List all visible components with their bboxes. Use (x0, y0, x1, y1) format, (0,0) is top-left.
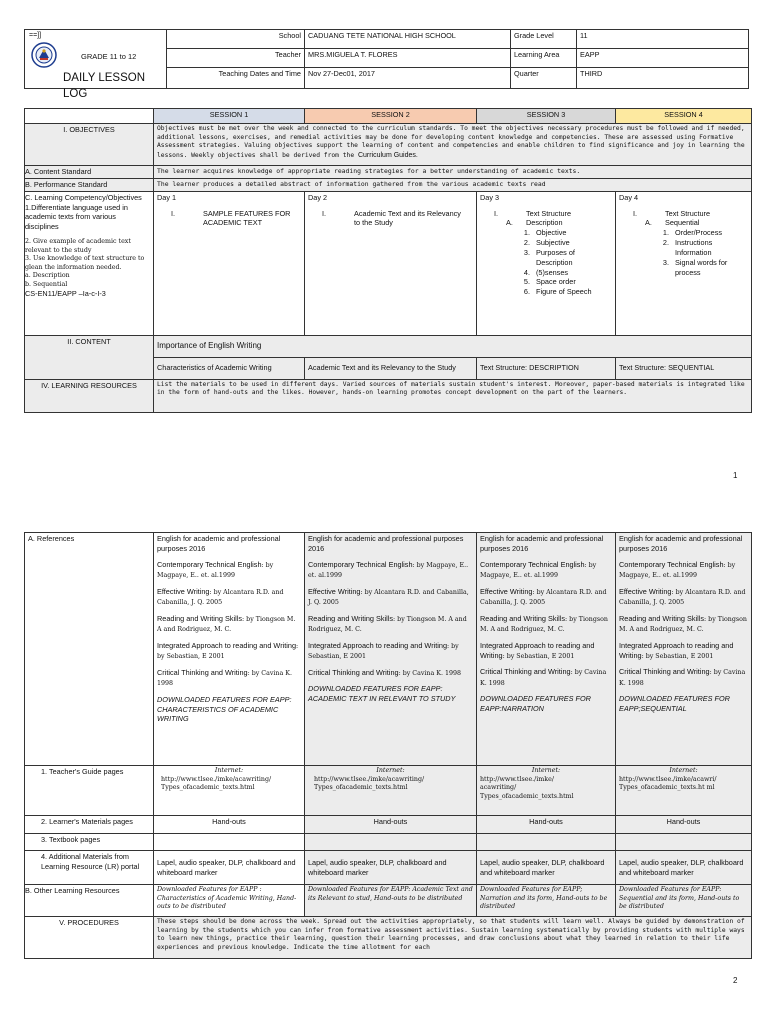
additional-session-1: Lapel, audio speaker, DLP, chalkboard and whiteboard marker (154, 851, 305, 885)
ref-title: Integrated Approach to reading and Writing (480, 640, 595, 660)
ref-author: : by Magpaye, E.. et. al.1999 (308, 561, 469, 580)
day-3-item (516, 268, 612, 278)
header-logo-cell (25, 30, 167, 100)
day-3-item (516, 238, 612, 248)
competency-label: C. Learning Competency/Objectives (25, 192, 142, 202)
school-value: CADUANG TETE NATIONAL HIGH SCHOOL (305, 30, 511, 49)
ref-author: : by Cavina K. 1998 (619, 669, 746, 687)
textbook-session-4 (616, 834, 752, 851)
ref-reading (308, 614, 473, 635)
textbook-session-2 (305, 834, 477, 851)
school-label: School (167, 30, 305, 49)
tg-url: http://www.tlsee./imke/acawriting/ Types_ofacademic_texts.html (314, 775, 425, 791)
ref-critical (480, 667, 612, 688)
ref-author: : by Tiongson M. A and Rodriguez, M. C. (157, 615, 296, 634)
learners-materials-session-4: Hand-outs (616, 816, 752, 834)
item-number: 4. (523, 267, 530, 277)
performance-standard-text: The learner produces a detailed abstract of information gathered from the various academic texts read (154, 178, 752, 191)
day-3-roman: I. (494, 208, 499, 218)
ref-author: : by Tiongson M. A and Rodriguez, M. C. (308, 615, 467, 634)
day-2-roman: I. (322, 208, 327, 218)
ref-downloaded: DOWNLOADED FEATURES FOR EAPP;SEQUENTIAL (619, 694, 730, 713)
internet-label: Internet: (669, 767, 698, 774)
ref-author: : by Cavina K. 1998 (157, 669, 292, 688)
ref-title: Critical Thinking and Writing (480, 667, 571, 677)
item-number: 1. (662, 228, 669, 238)
content-standard-text: The learner acquires knowledge of appropriate reading strategies for a better understanding of academic texts. (154, 166, 752, 179)
ref-integrated (619, 641, 748, 661)
ref-downloaded: DOWNLOADED FEATURES FOR EAPP: CHARACTERISTICS OF ACADEMIC WRITING (157, 694, 292, 724)
textbook-label: 3. Textbook pages (25, 834, 154, 851)
other-resources-label: B. Other Learning Resources (25, 885, 154, 917)
teachers-guide-label: 1. Teacher's Guide pages (25, 766, 154, 816)
day-4-cell (616, 191, 752, 335)
learners-materials-session-3: Hand-outs (477, 816, 616, 834)
item-text: Figure of Speech (536, 287, 592, 297)
other-resources-session-4: Downloaded Features for EAPP: Sequential and its form, Hand-outs to be distributed (616, 885, 752, 917)
lesson-table (24, 108, 752, 413)
ref-reading (619, 614, 748, 635)
ref-author: : by Sebastian, E 2001 (308, 642, 459, 661)
competency-item-2: 2. Give example of academic text relevant to the study (25, 238, 131, 254)
ref-critical (308, 668, 473, 679)
header-table (24, 29, 749, 100)
ref-author: : by Tiongson M. A and Rodriguez, M. C. (619, 615, 747, 634)
learning-area-label: Learning Area (511, 49, 577, 68)
day-4-item (655, 258, 747, 278)
ref-reading (157, 614, 301, 635)
day-4-item (655, 238, 747, 258)
ref-title: Contemporary Technical English (480, 559, 585, 569)
objectives-text (154, 124, 752, 166)
references-session-4 (616, 533, 752, 766)
day-4-item (655, 228, 747, 238)
learning-area-value: EAPP (577, 49, 749, 68)
ref-title: Effective Writing (308, 586, 361, 596)
page-2 (0, 530, 768, 1024)
references-session-2 (305, 533, 477, 766)
competency-item-5: b. Sequential (25, 280, 68, 288)
ref-title: Integrated Approach to reading and Writing (308, 640, 448, 650)
learners-materials-session-2: Hand-outs (305, 816, 477, 834)
ref-title: Contemporary Technical English (308, 559, 413, 569)
learners-materials-session-1: Hand-outs (154, 816, 305, 834)
ref-title: Contemporary Technical English (157, 559, 262, 569)
objectives-label: I. OBJECTIVES (25, 124, 154, 166)
item-number: 6. (523, 287, 530, 297)
item-number: 1. (523, 228, 530, 238)
learners-materials-label: 2. Learner's Materials pages (25, 816, 154, 834)
content-session-1: Characteristics of Academic Writing (154, 357, 305, 379)
ref-title: Reading and Writing Skills (480, 613, 566, 623)
ref-title: Reading and Writing Skills (157, 613, 243, 623)
session-2-header: SESSION 2 (305, 109, 477, 124)
document-title: DAILY LESSON LOG (63, 72, 146, 100)
day-4-sub-letter: A. (645, 218, 652, 228)
grade-label: GRADE 11 to 12 (81, 52, 137, 61)
ref-title: Critical Thinking and Writing (157, 667, 248, 677)
ref-effective (157, 587, 301, 608)
ref-author: : by Alcantara R.D. and Cabanilla, J. Q. 2005 (157, 588, 284, 607)
ref-contemporary (308, 560, 473, 581)
references-label: A. References (25, 533, 154, 766)
other-resources-session-1: Downloaded Features for EAPP : Characteristics of Academic Writing, Hand-outs to be distributed (154, 885, 305, 917)
ref-title: Effective Writing (157, 586, 210, 596)
ref-author: : by Sebastian, E 2001 (641, 652, 714, 660)
day-3-label: Day 3 (480, 192, 500, 202)
ref-contemporary (480, 560, 612, 581)
ref-integrated (480, 641, 612, 661)
day-4-roman: I. (633, 208, 638, 218)
ref-eapp: English for academic and professional purposes 2016 (308, 534, 464, 553)
content-session-2: Academic Text and its Relevancy to the Study (305, 357, 477, 379)
page-1 (0, 0, 768, 480)
ref-title: Reading and Writing Skills (308, 613, 394, 623)
procedures-text: These steps should be done across the week. Spread out the activities appropriately, so that students will learn well. Always be guided by demonstration of learning by the students which you can infer from formative assessment activities. Sustain learning systematically by providing students with multiple ways to learn new things, practice their learning, question their learning processes, and draw conclusions about what they learned in relation to their life experiences and previous knowledge. Indicate the time allotment for each (154, 917, 752, 959)
day-4-list (619, 228, 747, 277)
teacher-value: MRS.MIGUELA T. FLORES (305, 49, 511, 68)
content-label: II. CONTENT (25, 335, 154, 379)
ref-title: Contemporary Technical English (619, 559, 724, 569)
teachers-guide-session-2 (305, 766, 477, 816)
ref-title: Reading and Writing Skills (619, 613, 705, 623)
competency-item-3: 3. Use knowledge of text structure to glean the information needed. (25, 255, 145, 271)
grade-level-value: 11 (577, 30, 749, 49)
day-3-topic: Text Structure (526, 208, 572, 218)
content-standard-label: A. Content Standard (25, 166, 154, 179)
content-session-4: Text Structure: SEQUENTIAL (616, 357, 752, 379)
ref-author: : by Sebastian, E 2001 (502, 652, 575, 660)
day-1-roman: I. (171, 208, 176, 218)
page-number-2: 2 (733, 976, 738, 985)
ref-integrated (308, 641, 473, 662)
competency-code: CS-EN11/EAPP –Ia-c-I-3 (25, 289, 106, 299)
textbook-session-1 (154, 834, 305, 851)
item-text: Order/Process (675, 228, 723, 238)
references-session-1 (154, 533, 305, 766)
ref-contemporary (157, 560, 301, 581)
day-3-item (516, 248, 612, 268)
deped-seal-icon (31, 42, 57, 68)
teachers-guide-session-1 (154, 766, 305, 816)
day-3-cell (477, 191, 616, 335)
item-number: 3. (523, 247, 530, 257)
ref-critical (157, 668, 301, 689)
day-3-list (480, 228, 612, 297)
page-number-1: 1 (733, 471, 738, 480)
ref-author: : by Magpaye, E.. et. al.1999 (619, 561, 736, 580)
grade-level-label: Grade Level (511, 30, 577, 49)
ref-critical (619, 667, 748, 688)
ref-author: : by Alcantara R.D. and Cabanilla, J. Q. 2005 (480, 588, 607, 607)
objectives-end: Curriculum Guides. (357, 151, 418, 159)
internet-label: Internet: (214, 767, 244, 774)
ref-downloaded: DOWNLOADED FEATURES FOR EAPP: ACADEMIC TEXT IN RELEVANT TO STUDY (308, 684, 456, 704)
ref-author: : by Alcantara R.D. and Cabanilla, J. Q. 2005 (308, 588, 469, 607)
corner-mark: ==]] (29, 32, 42, 39)
teaching-dates-label: Teaching Dates and Time (167, 68, 305, 89)
additional-session-2: Lapel, audio speaker, DLP, chalkboard and whiteboard marker (305, 851, 477, 885)
ref-eapp: English for academic and professional purposes 2016 (619, 534, 743, 553)
day-2-topic: Academic Text and its Relevancy to the Study (354, 208, 461, 228)
competency-cell (25, 191, 154, 335)
day-2-label: Day 2 (308, 192, 328, 202)
learning-resources-text: List the materials to be used in different days. Varied sources of materials sustain student's interest. Moreover, paper-based materials is integrated like in the form of hand-outs and the likes. However, hands-on learning promotes concept development on the part of the learners. (154, 379, 752, 412)
day-2-cell (305, 191, 477, 335)
day-1-cell (154, 191, 305, 335)
tg-url: http://www.tlsee./imke/acawriting/ Types_ofacademic_texts.html (161, 775, 272, 791)
internet-label: Internet: (376, 767, 405, 774)
teaching-dates-value: Nov 27-Dec01, 2017 (305, 68, 511, 89)
ref-author: : by Sebastian, E 2001 (157, 642, 299, 661)
performance-standard-label: B. Performance Standard (25, 178, 154, 191)
day-3-item (516, 277, 612, 287)
item-number: 3. (662, 257, 669, 267)
item-text: Objective (536, 228, 567, 238)
day-1-label: Day 1 (157, 192, 177, 202)
item-number: 2. (662, 238, 669, 248)
ref-title: Effective Writing (619, 586, 672, 596)
tg-url: http://www.tlsee./imke/ acawriting/ Types_ofacademic_texts.html (480, 775, 574, 800)
content-session-3: Text Structure: DESCRIPTION (477, 357, 616, 379)
item-text: Instructions Information (675, 238, 713, 257)
ref-contemporary (619, 560, 748, 581)
ref-author: : by Magpaye, E.. et. al.1999 (480, 561, 597, 580)
learning-resources-label: IV. LEARNING RESOURCES (25, 379, 154, 412)
quarter-label: Quarter (511, 68, 577, 89)
item-number: 2. (523, 238, 530, 248)
other-resources-session-2: Downloaded Features for EAPP: Academic Text and its Relevant to stud, Hand-outs to be distributed (305, 885, 477, 917)
ref-effective (619, 587, 748, 608)
session-4-header: SESSION 4 (616, 109, 752, 124)
ref-integrated (157, 641, 301, 662)
teacher-label: Teacher (167, 49, 305, 68)
item-text: Subjective (536, 238, 570, 248)
content-heading: Importance of English Writing (154, 335, 752, 357)
day-3-sub: Description (526, 218, 563, 228)
session-1-header: SESSION 1 (154, 109, 305, 124)
additional-session-3: Lapel, audio speaker, DLP, chalkboard and whiteboard marker (477, 851, 616, 885)
ref-author: : by Magpaye, E.. et. al.1999 (157, 561, 274, 580)
internet-label: Internet: (531, 767, 561, 774)
ref-author: : by Tiongson M. A and Rodriguez, M. C. (480, 615, 608, 634)
references-table (24, 532, 752, 959)
ref-downloaded: DOWNLOADED FEATURES FOR EAPP:NARRATION (480, 694, 591, 713)
ref-reading (480, 614, 612, 635)
day-4-sub: Sequential (665, 218, 700, 228)
ref-author: : by Alcantara R.D. and Cabanilla, J. Q. 2005 (619, 588, 746, 607)
day-3-item (516, 228, 612, 238)
procedures-label: V. PROCEDURES (25, 917, 154, 959)
ref-author: : by Cavina K. 1998 (480, 669, 607, 687)
item-text: Space order (536, 277, 576, 287)
ref-eapp: English for academic and professional purposes 2016 (157, 534, 281, 553)
day-1-topic: SAMPLE FEATURES FOR ACADEMIC TEXT (203, 208, 291, 228)
references-session-3 (477, 533, 616, 766)
day-4-label: Day 4 (619, 192, 639, 202)
teachers-guide-session-4 (616, 766, 752, 816)
ref-title: Integrated Approach to reading and Writing (157, 640, 297, 650)
blank-header-cell (25, 109, 154, 124)
ref-effective (308, 587, 473, 608)
day-4-topic: Text Structure (665, 208, 711, 218)
textbook-session-3 (477, 834, 616, 851)
teachers-guide-session-3 (477, 766, 616, 816)
other-resources-session-3: Downloaded Features for EAPP; Narration and its form, Hand-outs to be distributed (477, 885, 616, 917)
day-3-item (516, 287, 612, 297)
tg-url: http://www.tlsee./imke/acawri/ Types_ofacademic_texts.ht ml (619, 775, 717, 791)
quarter-value: THIRD (577, 68, 749, 89)
ref-title: Effective Writing (480, 586, 533, 596)
ref-author: : by Cavina K. 1998 (398, 669, 461, 677)
session-3-header: SESSION 3 (477, 109, 616, 124)
additional-session-4: Lapel, audio speaker, DLP, chalkboard and whiteboard marker (616, 851, 752, 885)
day-3-sub-letter: A. (506, 218, 513, 228)
objectives-body: Objectives must be met over the week and connected to the curriculum standards. To meet the objectives necessary procedures must be followed and if needed, additional lessons, exercises, and remedial activities may be done for developing content knowledge and competencies. These are assessed using Formative Assessment strategies. Valuing objectives support the learning of content and competencies and enable children to find significance and joy in learning the lessons. Weekly objectives shall be derived from the (157, 125, 745, 159)
ref-title: Critical Thinking and Writing (308, 667, 399, 677)
competency-item-4: a. Description (25, 272, 70, 280)
item-text: (5)senses (536, 267, 569, 277)
item-text: Signal words for process (675, 257, 728, 277)
ref-title: Critical Thinking and Writing (619, 667, 710, 677)
item-number: 5. (523, 277, 530, 287)
ref-title: Integrated Approach to reading and Writing (619, 640, 734, 660)
item-text: Purposes of Description (536, 247, 575, 267)
competency-item-1: 1.Differentiate language used in academic texts from various disciplines (25, 202, 128, 232)
ref-eapp: English for academic and professional purposes 2016 (480, 534, 604, 553)
ref-effective (480, 587, 612, 608)
additional-materials-label: 4. Additional Materials from Learning Resource (LR) portal (25, 851, 154, 885)
